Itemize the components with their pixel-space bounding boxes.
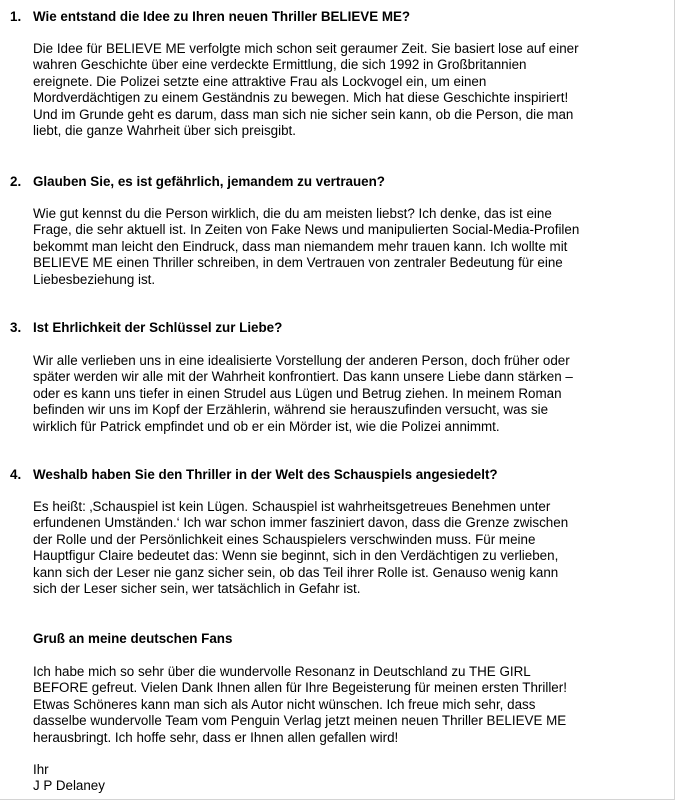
question-heading-1 xyxy=(10,9,410,25)
greeting-title: Gruß an meine deutschen Fans xyxy=(33,631,233,646)
question-number: 4. xyxy=(10,467,22,482)
question-heading-2 xyxy=(10,174,385,190)
question-heading-4 xyxy=(10,467,498,483)
answer-paragraph-3: Wir alle verlieben uns in eine idealisierte Vorstellung der anderen Person, doch früher oder später werden wir alle mit der Wahrheit konfrontiert. Das kann unsere Liebe dann stärken – oder es kann uns tiefer in einen Strudel aus Lügen und Betrug ziehen. In meinem Roman befinden wir uns im Kopf der Erzählerin, während sie herauszufinden versucht, was sie wirklich für Patrick empfindet und ob er ein Mörder ist, wie die Polizei annimmt. xyxy=(33,353,573,434)
signature-text: J P Delaney xyxy=(33,778,105,793)
question-heading-3 xyxy=(10,320,282,336)
answer-paragraph-2: Wie gut kennst du die Person wirklich, die du am meisten liebst? Ich denke, das ist eine Frage, die sehr aktuell ist. In Zeiten von Fake News und manipulierten Social-Media-Profilen bekommt man leicht den Eindruck, dass man niemandem mehr trauen kann. Ich wollte mit BELIEVE ME einen Thriller schreiben, in dem Vertrauen von zentraler Bedeutung für eine Liebesbeziehung ist. xyxy=(33,206,580,287)
question-title: Ist Ehrlichkeit der Schlüssel zur Liebe? xyxy=(33,320,283,335)
question-title: Weshalb haben Sie den Thriller in der Welt des Schauspiels angesiedelt? xyxy=(33,467,498,482)
closing-text: Ihr xyxy=(33,762,49,777)
question-title: Glauben Sie, es ist gefährlich, jemandem zu vertrauen? xyxy=(33,174,385,189)
question-number: 2. xyxy=(10,174,22,189)
question-number: 1. xyxy=(10,9,22,24)
greeting-body: Ich habe mich so sehr über die wundervolle Resonanz in Deutschland zu THE GIRL BEFORE gefreut. Vielen Dank Ihnen allen für Ihre Begeisterung für meinen ersten Thriller! Etwas Schöneres kann man sich als Autor nicht wünschen. Ich freue mich sehr, dass dasselbe wundervolle Team vom Penguin Verlag jetzt meinen neuen Thriller BELIEVE ME herausbringt. Ich hoffe sehr, dass er Ihnen allen gefallen wird! xyxy=(33,664,567,745)
answer-paragraph-1: Die Idee für BELIEVE ME verfolgte mich schon seit geraumer Zeit. Sie basiert lose auf einer wahren Geschichte über eine verdeckte Ermittlung, die sich 1992 in Großbritannien ereignete. Die Polizei setzte eine attraktive Frau als Lockvogel ein, um einen Mordverdächtigen zu einem Geständnis zu bewegen. Mich hat diese Geschichte inspiriert! Und im Grunde geht es darum, dass man sich nie sicher sein kann, ob die Person, die man liebt, die ganze Wahrheit über sich preisgibt. xyxy=(33,41,579,139)
answer-paragraph-4: Es heißt: ‚Schauspiel ist kein Lügen. Schauspiel ist wahrheitsgetreues Benehmen unter erfundenen Umständen.‘ Ich war schon immer fasziniert davon, dass die Grenze zwischen der Rolle und der Persönlichkeit eines Schauspielers verschwinden muss. Für meine Hauptfigur Claire bedeutet das: Wenn sie beginnt, sich in den Verdächtigen zu verlieben, kann sich der Leser nie ganz sicher sein, ob das Teil ihrer Rolle ist. Genauso wenig kann sich der Leser sicher sein, wer tatsächlich in Gefahr ist. xyxy=(33,499,569,597)
question-number: 3. xyxy=(10,320,22,335)
question-title: Wie entstand die Idee zu Ihren neuen Thriller BELIEVE ME? xyxy=(33,9,411,24)
